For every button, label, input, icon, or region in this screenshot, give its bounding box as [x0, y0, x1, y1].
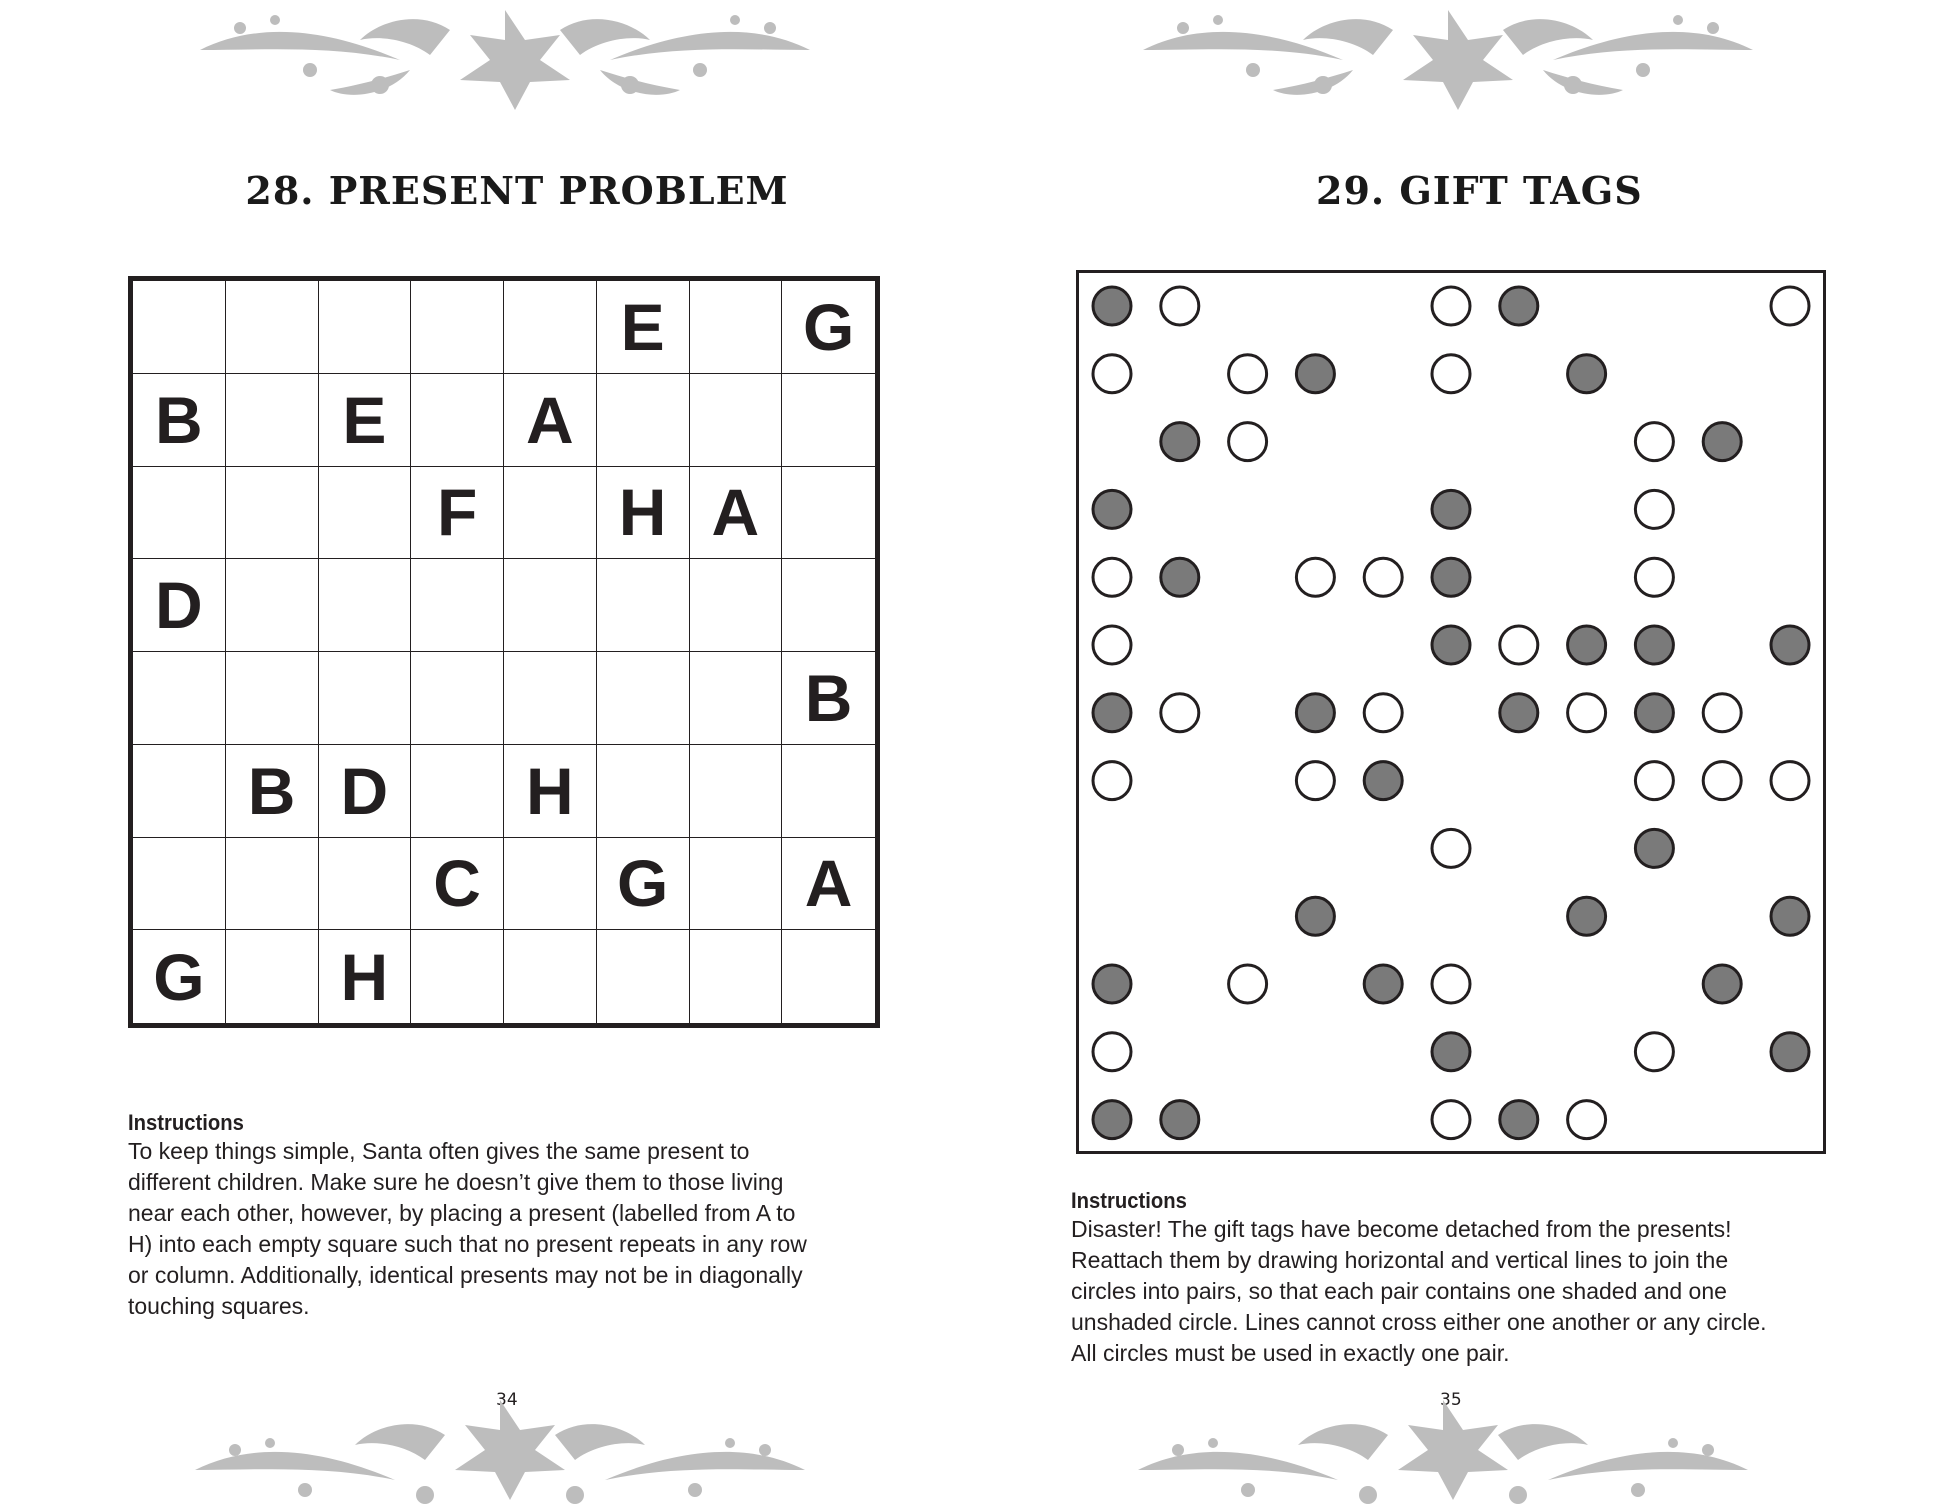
grid-cell	[319, 838, 412, 931]
shaded-circle	[1568, 897, 1606, 935]
grid-cell	[782, 559, 875, 652]
grid-cell: G	[597, 838, 690, 931]
grid-cell: G	[782, 281, 875, 374]
unshaded-circle	[1296, 762, 1334, 800]
grid-cell	[782, 745, 875, 838]
unshaded-circle	[1635, 762, 1673, 800]
instructions-line: Reattach them by drawing horizontal and vertical lines to join the	[1071, 1247, 1729, 1273]
grid-cell	[226, 930, 319, 1023]
instructions-heading: Instructions	[128, 1110, 244, 1135]
grid-cell	[319, 467, 412, 560]
instructions-line: Disaster! The gift tags have become detached from the presents!	[1071, 1216, 1732, 1242]
unshaded-circle	[1635, 1033, 1673, 1071]
shaded-circle	[1771, 897, 1809, 935]
unshaded-circle	[1635, 490, 1673, 528]
grid-cell	[690, 930, 783, 1023]
grid-cell: D	[319, 745, 412, 838]
grid-cell	[504, 838, 597, 931]
grid-cell	[690, 652, 783, 745]
unshaded-circle	[1432, 1101, 1470, 1139]
shaded-circle	[1161, 1101, 1199, 1139]
instructions-text	[128, 1136, 948, 1322]
shaded-circle	[1093, 694, 1131, 732]
grid-cell	[690, 281, 783, 374]
shaded-circle	[1635, 626, 1673, 664]
unshaded-circle	[1635, 423, 1673, 461]
shaded-circle	[1568, 626, 1606, 664]
holly-ornament-icon	[175, 1395, 825, 1511]
unshaded-circle	[1296, 558, 1334, 596]
grid-cell	[690, 745, 783, 838]
shaded-circle	[1161, 558, 1199, 596]
grid-cell: E	[319, 374, 412, 467]
grid-cell: B	[133, 374, 226, 467]
instructions-line: near each other, however, by placing a present (labelled from A to	[128, 1200, 796, 1226]
instructions-line: H) into each empty square such that no present repeats in any row	[128, 1231, 807, 1257]
grid-cell	[690, 374, 783, 467]
grid-cell: B	[226, 745, 319, 838]
shaded-circle	[1364, 965, 1402, 1003]
grid-cell	[411, 930, 504, 1023]
shaded-circle	[1296, 694, 1334, 732]
unshaded-circle	[1703, 694, 1741, 732]
grid-cell	[226, 838, 319, 931]
shaded-circle	[1296, 897, 1334, 935]
shaded-circle	[1296, 355, 1334, 393]
unshaded-circle	[1161, 694, 1199, 732]
shaded-circle	[1635, 694, 1673, 732]
shaded-circle	[1500, 694, 1538, 732]
grid-cell: F	[411, 467, 504, 560]
grid-cell	[597, 745, 690, 838]
grid-cell	[782, 467, 875, 560]
grid-cell: H	[597, 467, 690, 560]
grid-cell	[504, 559, 597, 652]
grid-cell	[319, 559, 412, 652]
shaded-circle	[1432, 558, 1470, 596]
holly-ornament-icon	[1118, 1395, 1768, 1511]
unshaded-circle	[1703, 762, 1741, 800]
instructions-line: touching squares.	[128, 1293, 310, 1319]
grid-cell: A	[690, 467, 783, 560]
gift-tags-circles	[1079, 273, 1822, 1150]
grid-cell	[690, 559, 783, 652]
unshaded-circle	[1093, 762, 1131, 800]
unshaded-circle	[1161, 287, 1199, 325]
unshaded-circle	[1093, 626, 1131, 664]
unshaded-circle	[1364, 558, 1402, 596]
grid-cell	[597, 930, 690, 1023]
unshaded-circle	[1229, 355, 1267, 393]
grid-cell	[411, 559, 504, 652]
unshaded-circle	[1229, 965, 1267, 1003]
grid-cell	[319, 652, 412, 745]
unshaded-circle	[1568, 1101, 1606, 1139]
present-problem-grid	[128, 276, 880, 1028]
unshaded-circle	[1771, 287, 1809, 325]
grid-cell	[133, 838, 226, 931]
grid-cell	[504, 930, 597, 1023]
shaded-circle	[1635, 829, 1673, 867]
shaded-circle	[1432, 490, 1470, 528]
page-title: 28. PRESENT PROBLEM	[245, 168, 789, 213]
grid-cell: H	[504, 745, 597, 838]
instructions-line: circles into pairs, so that each pair contains one shaded and one	[1071, 1278, 1727, 1304]
page-number: 34	[496, 1390, 518, 1410]
grid-cell	[226, 559, 319, 652]
shaded-circle	[1500, 1101, 1538, 1139]
shaded-circle	[1703, 965, 1741, 1003]
unshaded-circle	[1093, 355, 1131, 393]
unshaded-circle	[1432, 355, 1470, 393]
instructions-line: All circles must be used in exactly one pair.	[1071, 1340, 1510, 1366]
grid-cell	[226, 281, 319, 374]
grid-cell	[133, 467, 226, 560]
shaded-circle	[1568, 355, 1606, 393]
page-title: 29. GIFT TAGS	[1316, 168, 1643, 213]
shaded-circle	[1161, 423, 1199, 461]
shaded-circle	[1093, 1101, 1131, 1139]
shaded-circle	[1500, 287, 1538, 325]
unshaded-circle	[1093, 558, 1131, 596]
grid-cell	[411, 281, 504, 374]
grid-cell: E	[597, 281, 690, 374]
grid-cell	[411, 745, 504, 838]
grid-cell: B	[782, 652, 875, 745]
grid-cell	[597, 374, 690, 467]
grid-cell	[226, 652, 319, 745]
grid-cell	[504, 281, 597, 374]
grid-cell	[226, 374, 319, 467]
grid-cell: A	[504, 374, 597, 467]
unshaded-circle	[1432, 287, 1470, 325]
unshaded-circle	[1432, 965, 1470, 1003]
unshaded-circle	[1364, 694, 1402, 732]
grid-cell: A	[782, 838, 875, 931]
gift-tags-board	[1076, 270, 1826, 1154]
grid-cell	[782, 374, 875, 467]
unshaded-circle	[1432, 829, 1470, 867]
shaded-circle	[1093, 490, 1131, 528]
shaded-circle	[1364, 762, 1402, 800]
shaded-circle	[1432, 1033, 1470, 1071]
right-page	[973, 0, 1946, 1511]
grid-cell	[226, 467, 319, 560]
shaded-circle	[1771, 1033, 1809, 1071]
grid-cell	[133, 281, 226, 374]
grid-cell	[504, 467, 597, 560]
instructions-line: unshaded circle. Lines cannot cross either one another or any circle.	[1071, 1309, 1767, 1335]
shaded-circle	[1093, 965, 1131, 1003]
grid-cell	[411, 374, 504, 467]
grid-cell	[133, 652, 226, 745]
grid-cell	[690, 838, 783, 931]
grid-cell	[504, 652, 597, 745]
grid-cell: D	[133, 559, 226, 652]
holly-ornament-icon	[1123, 0, 1773, 115]
instructions-text	[1071, 1214, 1921, 1369]
shaded-circle	[1771, 626, 1809, 664]
unshaded-circle	[1635, 558, 1673, 596]
instructions-line: To keep things simple, Santa often gives the same present to	[128, 1138, 750, 1164]
grid-cell	[411, 652, 504, 745]
instructions-heading: Instructions	[1071, 1188, 1187, 1213]
grid-cell	[133, 745, 226, 838]
unshaded-circle	[1771, 762, 1809, 800]
unshaded-circle	[1568, 694, 1606, 732]
unshaded-circle	[1093, 1033, 1131, 1071]
page-number: 35	[1440, 1390, 1462, 1410]
unshaded-circle	[1500, 626, 1538, 664]
instructions-line: different children. Make sure he doesn’t give them to those living	[128, 1169, 784, 1195]
shaded-circle	[1432, 626, 1470, 664]
grid-cell	[597, 652, 690, 745]
grid-cell	[597, 559, 690, 652]
shaded-circle	[1093, 287, 1131, 325]
grid-cell: C	[411, 838, 504, 931]
unshaded-circle	[1229, 423, 1267, 461]
grid-cell: G	[133, 930, 226, 1023]
instructions-line: or column. Additionally, identical presents may not be in diagonally	[128, 1262, 803, 1288]
grid-cell: H	[319, 930, 412, 1023]
grid-cell	[319, 281, 412, 374]
holly-ornament-icon	[180, 0, 830, 115]
grid-cell	[782, 930, 875, 1023]
shaded-circle	[1703, 423, 1741, 461]
